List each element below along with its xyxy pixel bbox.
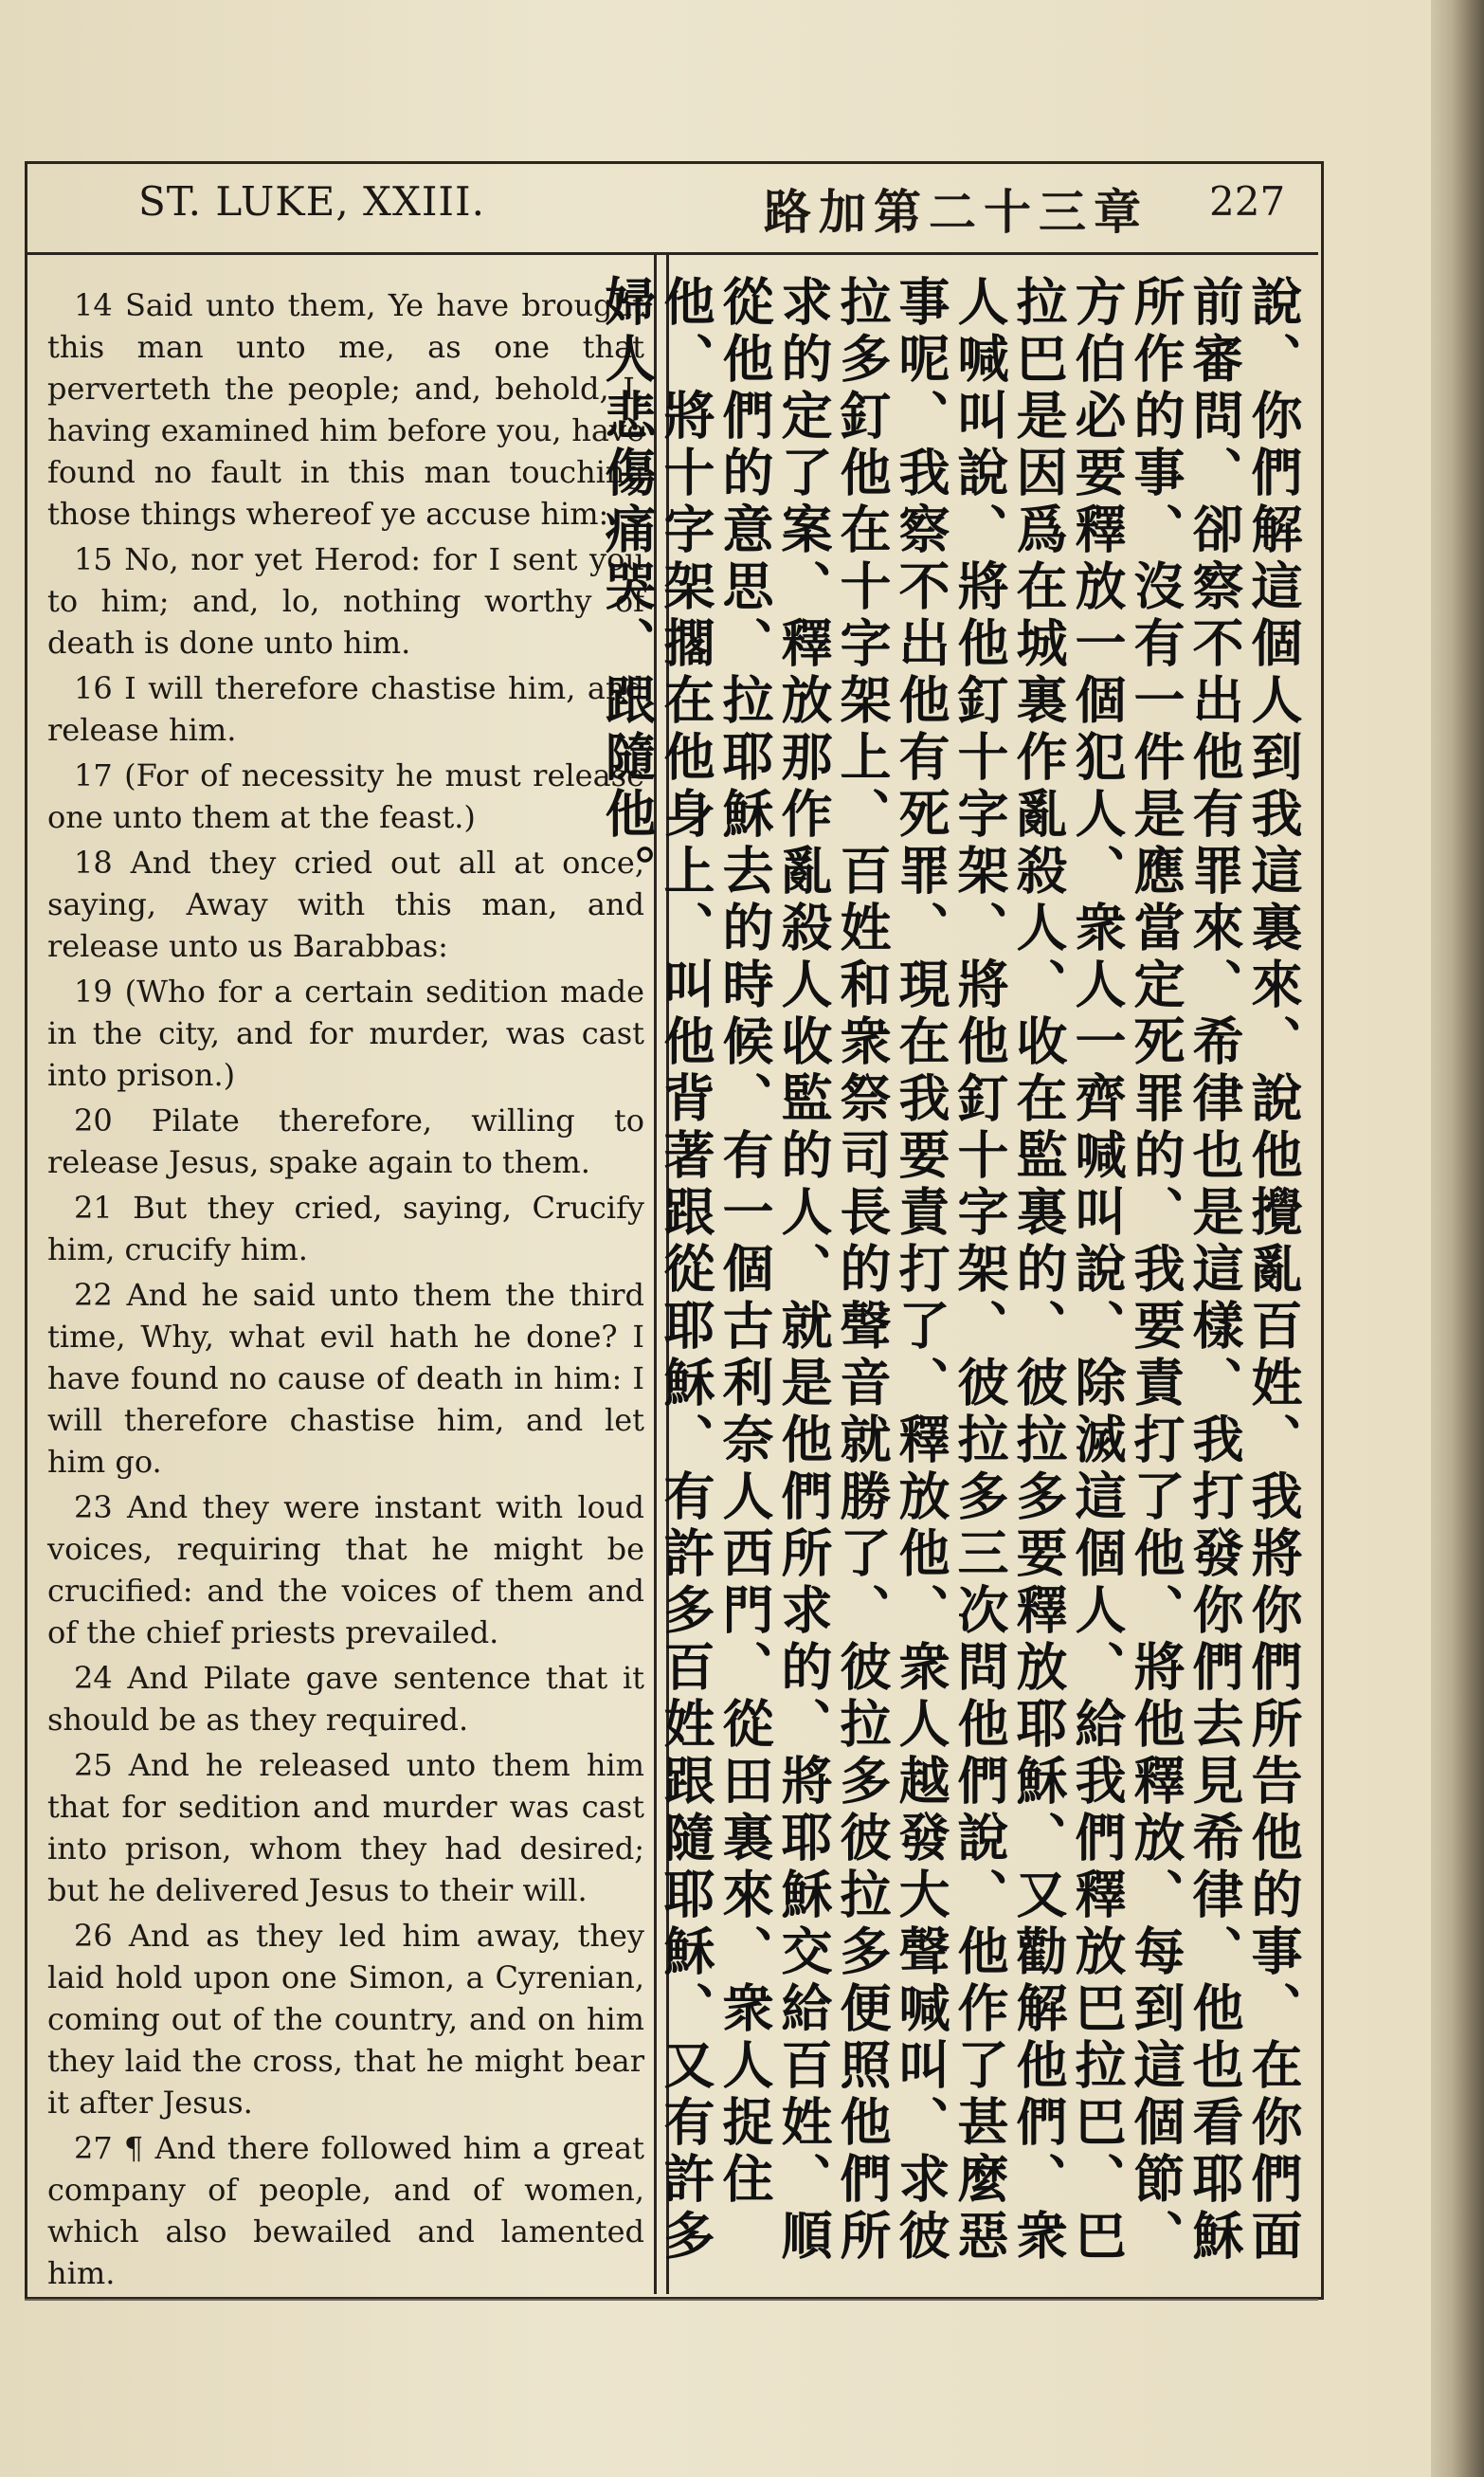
verse-19: 19 (Who for a certain sedition made in the city, and for murder, was cast into prison.) [47,974,644,1093]
verse-16: 16 I will therefore chastise him, and release him. [47,670,644,748]
page-header [25,161,1318,255]
verse-23: 23 And they were instant with loud voices, requiring that he might be crucified: and the voices of them and of the chief priests prevailed. [47,1489,644,1650]
chinese-column: 說、你們解這個人到我這裏來、說他攪亂百姓、我將你們所告他的事、在你們面前審問、卻察不出他有罪來、希律也是這樣、我打發你們去見希律、他也看耶穌所作的事、沒有一件是應當定死罪的、我要責打了他、將他釋放、每到這個節、方伯必要釋放一個犯人、衆人一齊喊叫說、除滅這個人、給我們釋放巴拉巴、巴拉巴是因爲在城裏作亂殺人、收在監裏的、彼拉多要釋放耶穌、又勸解他們、衆人喊叫說、將他釘十字架、將他釘十字架、彼拉多三次問他們說、他作了甚麼惡事呢、我察不出他有死罪、現在我要責打了、釋放他、衆人越發大聲喊叫、求彼拉多釘他在十字架上、百姓和衆祭司長的聲音就勝了、彼拉多彼拉多便照他們所求的定了案、釋放那作亂殺人收監的人、就是他們所求的、將耶穌交給百姓、順從他們的意思、拉耶穌去的時候、有一個古利奈人西門、從田裏來、衆人捉住他、將十字架擱在他身上、叫他背著跟從耶穌、有許多百姓跟隨耶穌、又有許多婦人悲傷痛哭、跟隨他。 [597,275,1304,2266]
verse-27: 27 ¶ And there followed him a great company of people, and of women, which also bewailed and lamented him. [47,2130,644,2291]
verse-17: 17 (For of necessity he must release one unto them at the feast.) [47,757,644,835]
english-column [47,284,644,2298]
verse-18: 18 And they cried out all at once, saying, Away with this man, and release unto us Barabbas: [47,845,644,964]
verse-14: 14 Said unto them, Ye have brought this man unto me, as one that perverteth the people; and, behold, I, having examined him before you, have found no fault in this man touching those things whereof ye accuse him: [47,287,644,532]
bottom-rule [25,2299,1318,2301]
verse-21: 21 But they cried, saying, Crucify him, crucify him. [47,1190,644,1267]
page-number: 227 [1209,178,1286,225]
page-edge [1431,0,1484,2477]
verse-24: 24 And Pilate gave sentence that it should be as they required. [47,1660,644,1738]
verse-22: 22 And he said unto them the third time, Why, what evil hath he done? I have found no cause of death in him: I will therefore chastise him, and let him go. [47,1277,644,1480]
verse-26: 26 And as they led him away, they laid hold upon one Simon, a Cyrenian, coming out of the country, and on him they laid the cross, that he might bear it after Jesus. [47,1918,644,2121]
verse-20: 20 Pilate therefore, willing to release Jesus, spake again to them. [47,1102,644,1180]
chinese-running-title: 路加第二十三章 [764,184,1149,240]
running-title: ST. LUKE, XXIII. [138,178,485,225]
verse-15: 15 No, nor yet Herod: for I sent you to him; and, lo, nothing worthy of death is done unto him. [47,541,644,661]
verse-25: 25 And he released unto them him that for sedition and murder was cast into prison, whom they had desired; but he delivered Jesus to their will. [47,1747,644,1908]
